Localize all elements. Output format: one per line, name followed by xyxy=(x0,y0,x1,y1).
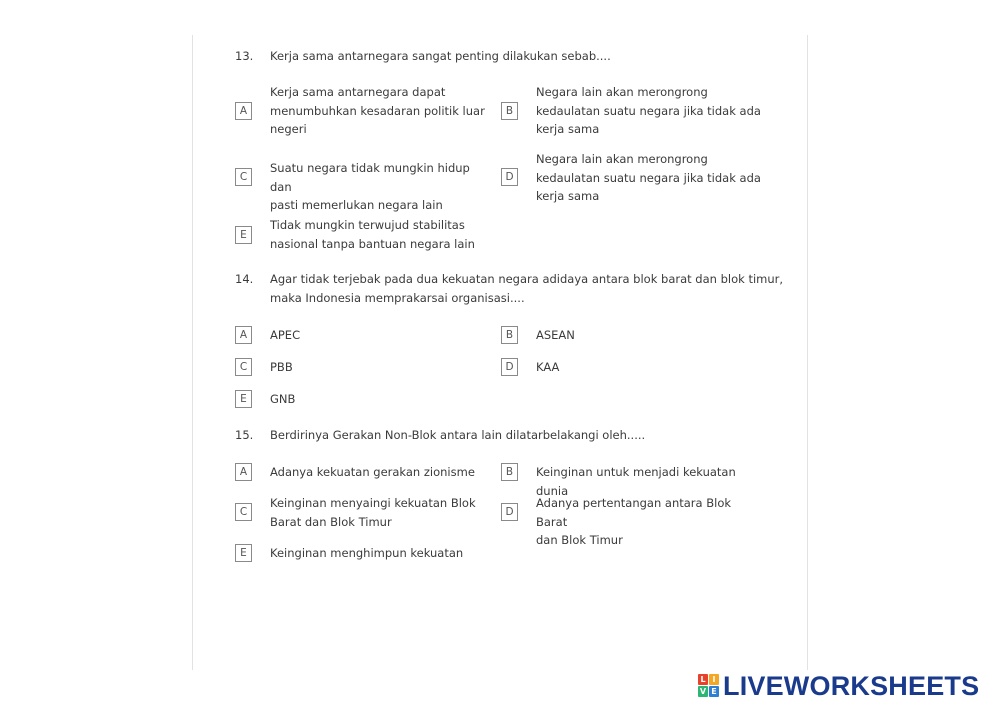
q13-option-d-text: Negara lain akan merongrong kedaulatan suatu negara jika tidak ada kerja sama xyxy=(536,152,761,203)
q13-option-b-text: Negara lain akan merongrong kedaulatan suatu negara jika tidak ada kerja sama xyxy=(536,85,761,136)
q15-option-a-text: Adanya kekuatan gerakan zionisme xyxy=(270,465,475,479)
q14-option-a-text: APEC xyxy=(270,328,301,342)
question-15-number: 15. xyxy=(235,428,254,442)
q13-option-d-box[interactable]: D xyxy=(501,168,518,186)
logo-wordmark: LIVEWORKSHEETS xyxy=(723,670,980,701)
q15-option-e-box[interactable]: E xyxy=(235,544,252,562)
q15-option-b-box[interactable]: B xyxy=(501,463,518,481)
question-15-text: Berdirinya Gerakan Non-Blok antara lain dilatarbelakangi oleh..... xyxy=(270,428,646,442)
page-border-right xyxy=(807,35,808,670)
logo-badge-letter: I xyxy=(709,674,719,685)
question-14-text: Agar tidak terjebak pada dua kekuatan negara adidaya antara blok barat dan blok timur, maka Indonesia memprakarsai organisasi.... xyxy=(270,272,784,305)
q14-option-d-box[interactable]: D xyxy=(501,358,518,376)
logo-badge-letter: V xyxy=(699,687,707,696)
q14-option-c-text: PBB xyxy=(270,360,293,374)
q14-option-b-box[interactable]: B xyxy=(501,326,518,344)
q15-option-d-text: Adanya pertentangan antara Blok Barat dan Blok Timur xyxy=(536,496,732,547)
logo-badge-icon xyxy=(698,674,719,698)
q15-option-e-text: Keinginan menghimpun kekuatan xyxy=(270,546,464,560)
q14-option-b-text: ASEAN xyxy=(536,328,575,342)
q13-option-a-box[interactable]: A xyxy=(235,102,252,120)
q15-option-c-text: Keinginan menyaingi kekuatan Blok Barat dan Blok Timur xyxy=(270,496,476,529)
q14-option-e-box[interactable]: E xyxy=(235,390,252,408)
q13-option-c-text: Suatu negara tidak mungkin hidup dan pasti memerlukan negara lain xyxy=(270,161,470,212)
q14-option-c-box[interactable]: C xyxy=(235,358,252,376)
logo-badge-letter: E xyxy=(709,686,719,697)
page-border-left xyxy=(192,35,193,670)
q14-option-e-text: GNB xyxy=(270,392,296,406)
q15-option-a-box[interactable]: A xyxy=(235,463,252,481)
q14-option-d-text: KAA xyxy=(536,360,560,374)
q13-option-e-text: Tidak mungkin terwujud stabilitas nasional tanpa bantuan negara lain xyxy=(270,218,475,251)
liveworksheets-logo[interactable] xyxy=(698,672,979,700)
q15-option-b-text: Keinginan untuk menjadi kekuatan dunia xyxy=(536,465,736,498)
logo-badge-letter: L xyxy=(698,674,708,685)
q13-option-e-box[interactable]: E xyxy=(235,226,252,244)
q13-option-b-box[interactable]: B xyxy=(501,102,518,120)
question-14-number: 14. xyxy=(235,272,254,286)
q15-option-d-box[interactable]: D xyxy=(501,503,518,521)
question-13-text: Kerja sama antarnegara sangat penting dilakukan sebab.... xyxy=(270,49,611,63)
q15-option-c-box[interactable]: C xyxy=(235,503,252,521)
question-13-number: 13. xyxy=(235,49,254,63)
q13-option-c-box[interactable]: C xyxy=(235,168,252,186)
q13-option-a-text: Kerja sama antarnegara dapat menumbuhkan kesadaran politik luar negeri xyxy=(270,85,485,136)
q14-option-a-box[interactable]: A xyxy=(235,326,252,344)
